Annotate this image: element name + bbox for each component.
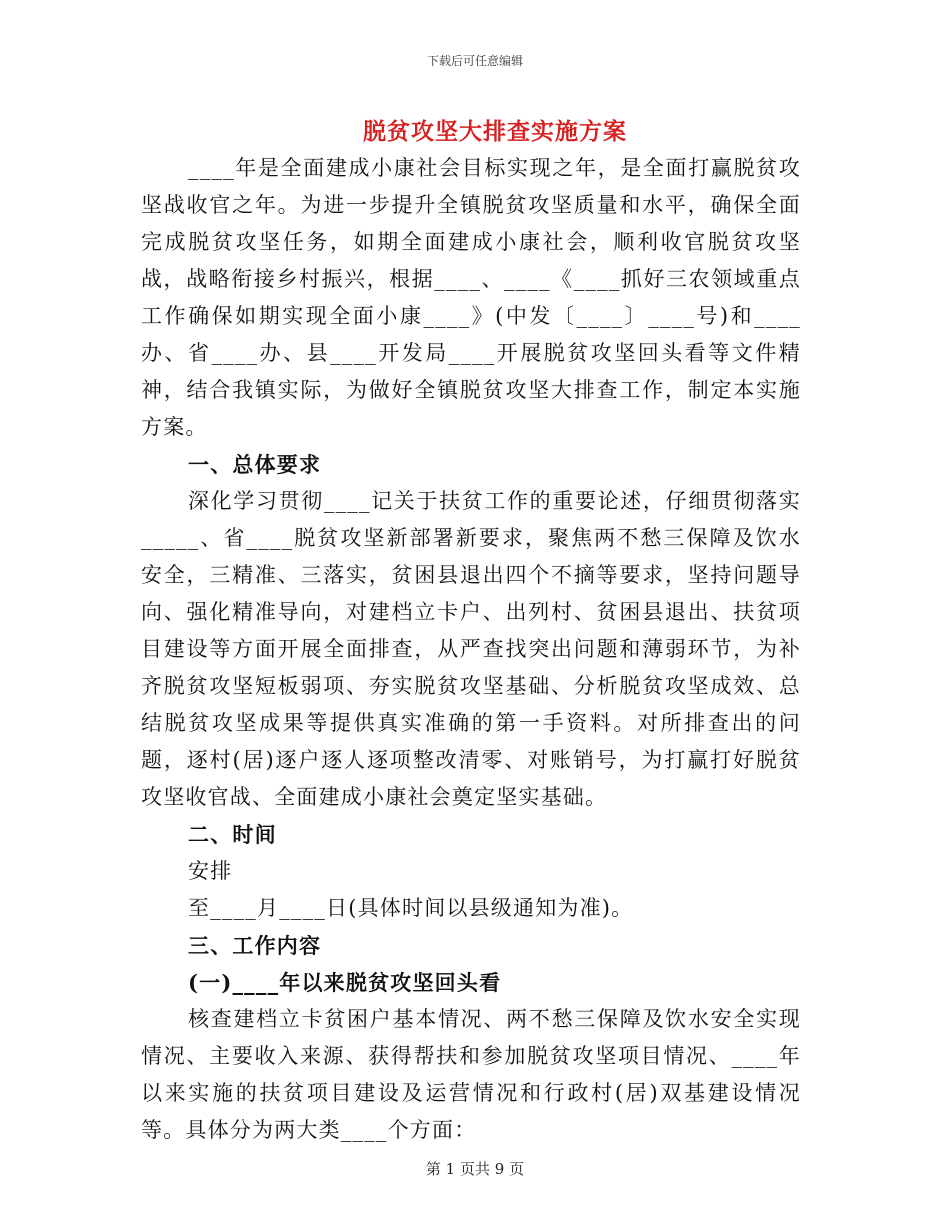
page-header-note: 下载后可任意编辑 [426,54,523,68]
section-heading-time: 二、时间 [188,822,277,847]
page-number: 第 1 页共 9 页 [425,1160,525,1178]
intro-paragraph: ____年是全面建成小康社会目标实现之年，是全面打赢脱贫攻坚战收官之年。为进一步提升全镇脱贫攻坚质量和水平，确保全面完成脱贫攻坚任务，如期全面建成小康社会，顺利收官脱贫攻坚战，战略衔接乡村振兴，根据____、____《____抓好三农领域重点工作确保如期实现全面小康____》(中发〔____〕____号)和____办、省____办、县____开发局____开展脱贫攻坚回头看等文件精神，结合我镇实际，为做好全镇脱贫攻坚大排查工作，制定本实施方案。 [141,156,801,439]
document-title: 脱贫攻坚大排查实施方案 [363,118,627,145]
document-body [141,150,801,1149]
section-heading-work-content: 三、工作内容 [188,933,322,958]
subsection-paragraph-review: 核查建档立卡贫困户基本情况、两不愁三保障及饮水安全实现情况、主要收入来源、获得帮扶和参加脱贫攻坚项目情况、____年以来实施的扶贫项目建设及运营情况和行政村(居)双基建设情况等。具体分为两大类____个方面： [141,1007,801,1142]
time-arrangement-line: 安排 [188,859,233,883]
section-paragraph-overall-requirements: 深化学习贯彻____记关于扶贫工作的重要论述，仔细贯彻落实_____、省____脱贫攻坚新部署新要求，聚焦两不愁三保障及饮水安全，三精准、三落实，贫困县退出四个不摘等要求，坚持问题导向、强化精准导向，对建档立卡户、出列村、贫困县退出、扶贫项目建设等方面开展全面排查，从严查找突出问题和薄弱环节，为补齐脱贫攻坚短板弱项、夯实脱贫攻坚基础、分析脱贫攻坚成效、总结脱贫攻坚成果等提供真实准确的第一手资料。对所排查出的问题，逐村(居)逐户逐人逐项整改清零、对账销号，为打赢打好脱贫攻坚收官战、全面建成小康社会奠定坚实基础。 [141,489,801,809]
subsection-heading-review: (一)____年以来脱贫攻坚回头看 [188,970,502,995]
section-heading-overall-requirements: 一、总体要求 [188,452,322,477]
time-range-line: 至____月____日(具体时间以县级通知为准)。 [188,896,634,920]
